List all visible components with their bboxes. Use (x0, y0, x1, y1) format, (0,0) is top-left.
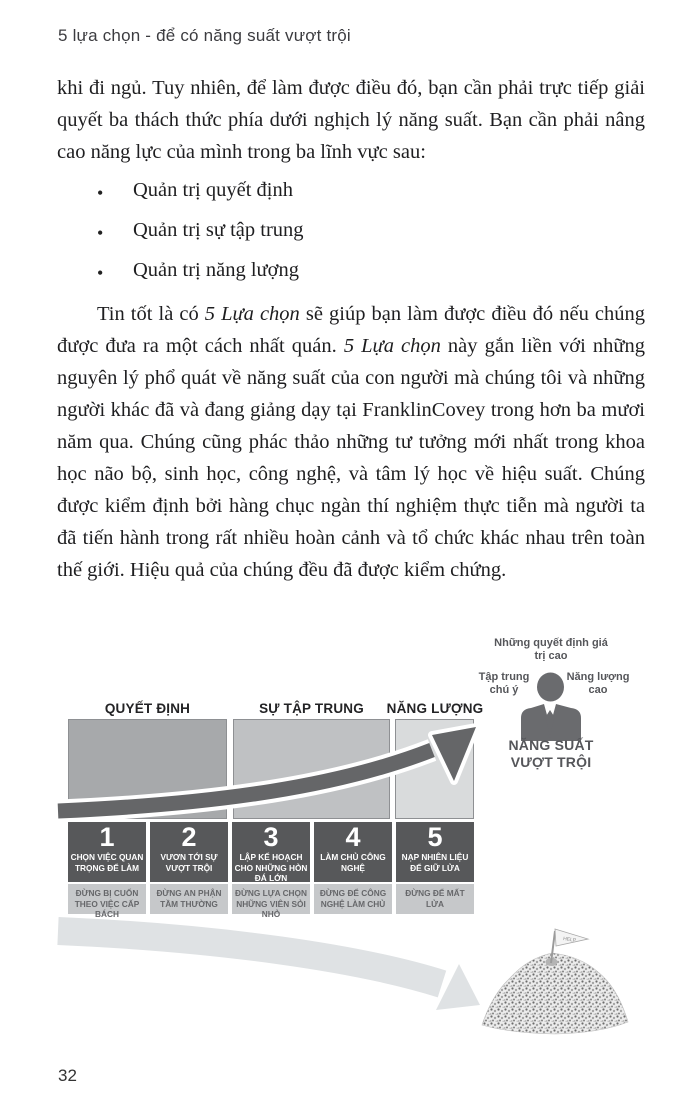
person-left-label: Tập trung chú ý (478, 671, 530, 696)
text-segment: Tin tốt là có (97, 303, 205, 325)
choice-title: NẠP NHIÊN LIỆU ĐỂ GIỮ LỬA (401, 852, 469, 873)
text-segment: sẽ giúp bạn làm được điều đó nếu chúng được đưa ra một cách nhất quán. (57, 303, 645, 357)
choice-number: 5 (427, 822, 443, 852)
choice-box-dark (232, 822, 310, 882)
rubble-pile-icon (482, 929, 628, 1034)
choice-title: CHỌN VIỆC QUAN TRỌNG ĐỂ LÀM (70, 852, 144, 873)
choice-box-4 (314, 822, 392, 914)
text-segment: này gắn liền với những nguyên lý phổ quát về năng suất của con người mà chúng tôi và những người khác đã và đang giảng dạy tại FranklinCovey trong hơn ba mươi năm qua. Chúng cũng phác thảo những tư tưởng mới nhất trong khoa học não bộ, sinh học, công nghệ, và tâm lý học về hiệu suất. Chúng được kiểm định bởi hàng chục ngàn thí nghiệm thực tiễn mà người ta đã tiến hành trong rất nhiều hoàn cảnh và tổ chức khác nhau trên toàn thế giới. Hiệu quả của chúng đều đã được kiểm chứng. (57, 335, 645, 581)
bullet-icon (97, 259, 103, 287)
choice-number: 2 (181, 822, 197, 852)
list-item (97, 256, 577, 296)
bullet-list (97, 176, 577, 296)
bullet-label: Quản trị quyết định (133, 179, 293, 201)
book-title-italic: 5 Lựa chọn (343, 335, 441, 357)
choice-box-2 (150, 822, 228, 914)
book-title-italic: 5 Lựa chọn (204, 303, 300, 325)
choice-title: LẬP KẾ HOẠCH CHO NHỮNG HÒN ĐÁ LỚN (234, 852, 308, 883)
section-label-decision: QUYẾT ĐỊNH (104, 701, 191, 716)
growth-arrow-icon (58, 727, 476, 811)
choice-box-1 (68, 822, 146, 919)
choice-box-dark (314, 822, 392, 882)
section-label-focus: SỰ TẬP TRUNG (259, 701, 364, 716)
list-item (97, 176, 577, 216)
bullet-icon (97, 179, 103, 207)
choice-avoid: ĐỪNG ĐỂ MẤT LỬA (396, 884, 474, 914)
choice-avoid: ĐỪNG BỊ CUỐN THEO VIỆC CẤP BÁCH (68, 884, 146, 914)
bullet-label: Quản trị năng lượng (133, 259, 299, 281)
page-number: 32 (58, 1066, 77, 1085)
choice-box-3 (232, 822, 310, 919)
person-caption: NĂNG SUẤT VƯỢT TRỘI (508, 737, 594, 770)
choice-box-dark (68, 822, 146, 882)
choice-number: 3 (263, 822, 279, 852)
body-paragraph-2 (57, 298, 645, 586)
bullet-icon (97, 219, 103, 247)
choice-avoid: ĐỪNG LỰA CHỌN NHỮNG VIÊN SỎI NHỎ (232, 884, 310, 914)
choice-box-dark (150, 822, 228, 882)
decline-arrow-icon (58, 931, 480, 1010)
list-item (97, 216, 577, 256)
svg-text:HELP: HELP (562, 936, 577, 944)
choice-number: 1 (99, 822, 115, 852)
choice-number: 4 (345, 822, 361, 852)
person-top-label: Những quyết định giá trị cao (494, 637, 608, 662)
choice-title: LÀM CHỦ CÔNG NGHỆ (320, 852, 386, 873)
choice-box-dark (396, 822, 474, 882)
choice-title: VƯƠN TỚI SỰ VƯỢT TRỘI (160, 852, 218, 873)
running-header: 5 lựa chọn - để có năng suất vượt trội (58, 26, 351, 45)
choice-box-5 (396, 822, 474, 914)
person-right-label: Năng lượng cao (566, 671, 630, 696)
choice-avoid: ĐỪNG AN PHẬN TẦM THƯỜNG (150, 884, 228, 914)
bullet-label: Quản trị sự tập trung (133, 219, 304, 241)
section-label-energy: NĂNG LƯỢNG (386, 701, 484, 716)
body-paragraph-1: khi đi ngủ. Tuy nhiên, để làm được điều đó, bạn cần phải trực tiếp giải quyết ba thách thức phía dưới nghịch lý năng suất. Bạn cần phải nâng cao năng lực của mình trong ba lĩnh vực sau: (57, 77, 645, 163)
choice-avoid: ĐỪNG ĐỂ CÔNG NGHỆ LÀM CHỦ (314, 884, 392, 914)
